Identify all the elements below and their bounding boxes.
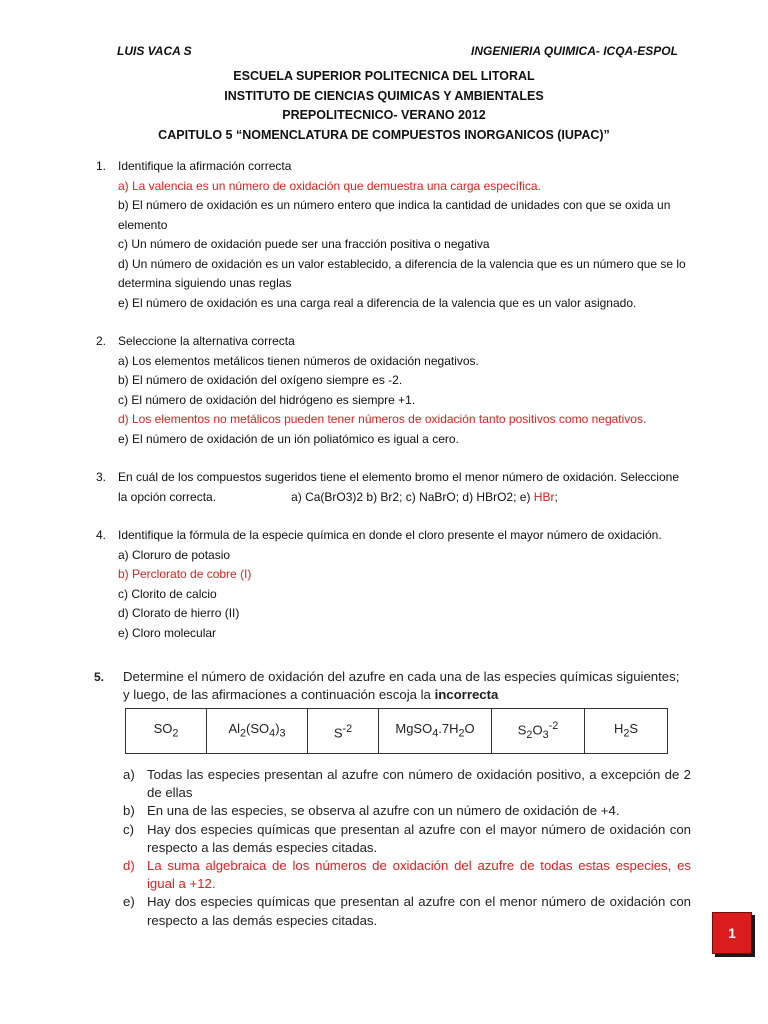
option-c: c) El número de oxidación del hidrógeno es siempre +1. xyxy=(118,392,416,407)
species-al2so43: $Al_2(SO_4)_3$ xyxy=(207,709,308,754)
option-e: e) El número de oxidación de un ión poliatómico es igual a cero. xyxy=(118,431,459,446)
title-course: PREPOLITECNICO- VERANO 2012 xyxy=(282,108,486,122)
question-stem xyxy=(123,668,683,704)
stem-text: Determine el número de oxidación del azufre en cada una de las especies químicas siguientes; y luego, de las afirmaciones a continuación escoja la xyxy=(123,669,680,703)
option-b: b) En una de las especies, se observa al azufre con un número de oxidación de +4. xyxy=(123,803,620,819)
document-titles xyxy=(0,67,768,145)
species-h2s: $H_2S$ xyxy=(585,709,668,754)
species-table xyxy=(125,708,668,754)
question-1 xyxy=(96,157,706,313)
option-d-correct: d) Los elementos no metálicos pueden tener números de oxidación tanto positivos como negativos. xyxy=(118,412,647,426)
title-chapter: CAPITULO 5 “NOMENCLATURA DE COMPUESTOS INORGANICOS (IUPAC)” xyxy=(158,127,610,142)
species-so2: $SO_2$ xyxy=(126,709,207,754)
question-stem: En cuál de los compuestos sugeridos tiene el elemento bromo el menor número de oxidación. Seleccione xyxy=(118,470,679,484)
option-b: b) El número de oxidación del oxígeno siempre es -2. xyxy=(118,373,403,387)
header-author: LUIS VACA S xyxy=(117,44,192,58)
option-e: e) Cloro molecular xyxy=(118,625,217,640)
option-a-correct: a) La valencia es un número de oxidación que demuestra una carga específica. xyxy=(118,178,541,193)
species-thiosulfate: $S_2O_3^{-2}$ xyxy=(492,709,585,754)
option-c: c) Clorito de calcio xyxy=(118,586,217,601)
table-row xyxy=(126,709,668,754)
option-e-correct: HBr xyxy=(533,489,555,504)
species-mgso4-7h2o: $MgSO_4.7H_2O$ xyxy=(379,709,492,754)
option-b-correct: b) Perclorato de cobre (I) xyxy=(118,567,252,581)
option-e: e) Hay dos especies químicas que presentan al azufre con el menor número de oxidación con respecto a las demás especies citadas. xyxy=(123,894,691,928)
question-4 xyxy=(96,526,706,643)
option-a: a) Cloruro de potasio xyxy=(118,547,231,562)
option-b: b) El número de oxidación es un número entero que indica la cantidad de unidades con que se oxida un elemento xyxy=(118,198,671,232)
question-stem: Seleccione la alternativa correcta xyxy=(118,334,295,348)
question-number: 4. xyxy=(96,528,107,542)
stem-end: la opción correcta. xyxy=(118,489,217,504)
header-department: INGENIERIA QUIMICA- ICQA-ESPOL xyxy=(471,44,678,58)
question-number: 2. xyxy=(96,334,107,348)
title-school: ESCUELA SUPERIOR POLITECNICA DEL LITORAL xyxy=(233,69,535,83)
question-number: 5. xyxy=(94,670,105,684)
question-5-options xyxy=(123,766,691,930)
question-stem-continued xyxy=(96,488,706,508)
option-d: d) Clorato de hierro (II) xyxy=(118,606,240,620)
question-stem: Identifique la afirmación correcta xyxy=(118,159,292,173)
question-stem: Identifique la fórmula de la especie química en donde el cloro presente el mayor número de oxidación. xyxy=(118,528,662,542)
option-d-correct: d) La suma algebraica de los números de oxidación del azufre de todas estas especies, es igual a +12. xyxy=(123,858,691,892)
question-number: 3. xyxy=(96,470,107,484)
option-c: c) Hay dos especies químicas que presentan al azufre con el mayor número de oxidación con respecto a las demás especies citadas. xyxy=(123,821,691,855)
question-3 xyxy=(96,468,706,507)
option-e: e) El número de oxidación es una carga real a diferencia de la valencia que es un valor asignado. xyxy=(118,295,637,310)
stem-emphasis: incorrecta xyxy=(434,687,499,703)
species-sulfide-ion: $S^{-2}$ xyxy=(308,709,379,754)
question-2 xyxy=(96,332,706,449)
option-d: d) Un número de oxidación es un valor establecido, a diferencia de la valencia que es un número que se lo determina siguiendo unas reglas xyxy=(118,256,686,290)
options-inline: a) Ca(BrO3)2 b) Br2; c) NaBrO; d) HBrO2; e) xyxy=(291,489,531,504)
option-a: a) Los elementos metálicos tienen números de oxidación negativos. xyxy=(118,353,479,368)
question-number: 1. xyxy=(96,159,107,173)
option-c: c) Un número de oxidación puede ser una fracción positiva o negativa xyxy=(118,237,490,251)
title-institute: INSTITUTO DE CIENCIAS QUIMICAS Y AMBIENTALES xyxy=(224,88,544,103)
option-a: a) Todas las especies presentan al azufre con número de oxidación positivo, a excepción de 2 de ellas xyxy=(123,767,691,801)
terminator: ; xyxy=(554,489,558,504)
page-number-badge: 1 xyxy=(712,912,752,954)
